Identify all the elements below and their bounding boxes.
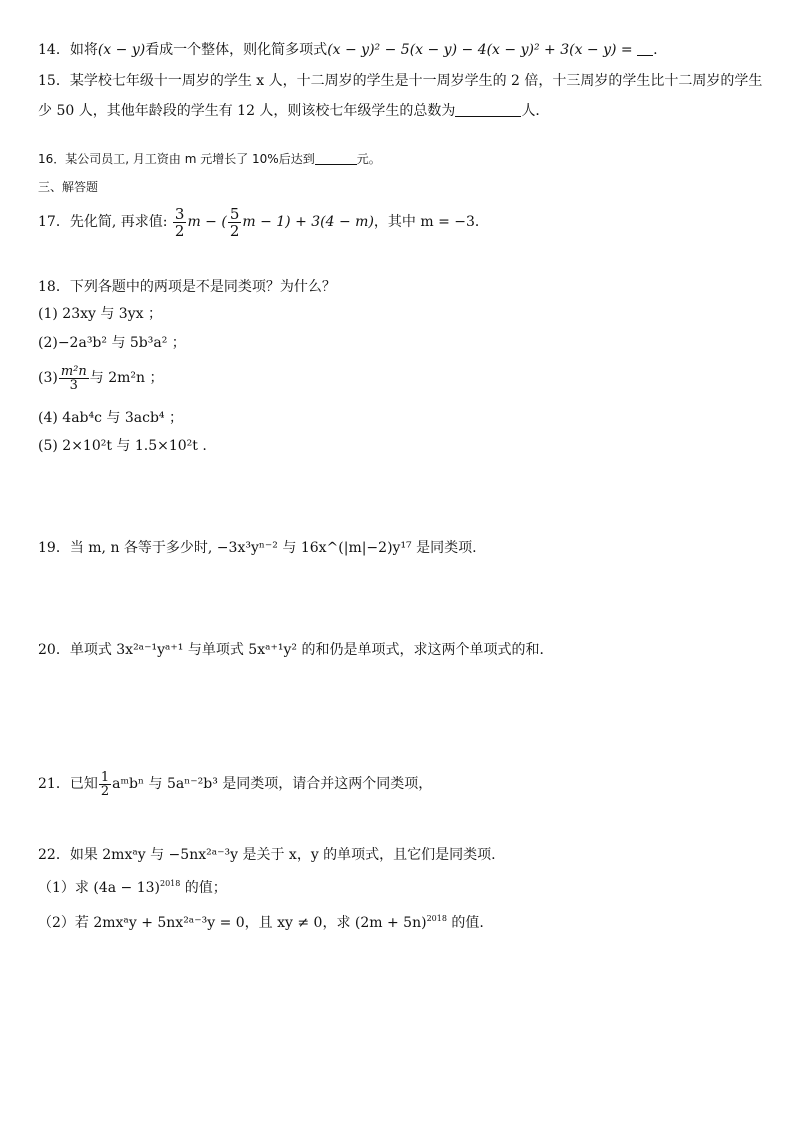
question-18-item-2: (2)−2a³b² 与 5b³a² ； bbox=[38, 335, 186, 351]
q17-part2: m − 1) + 3(4 − m) bbox=[242, 214, 374, 230]
question-22: 22．如果 2mxᵃy 与 −5nx²ᵃ⁻³y 是关于 x，y 的单项式，且它们是同类项. bbox=[38, 847, 496, 863]
question-19: 19．当 m, n 各等于多少时, −3x³yⁿ⁻² 与 16x^(|m|−2)y¹⁷ 是同类项. bbox=[38, 540, 477, 556]
question-18-item-4: (4) 4ab⁴c 与 3acb⁴ ； bbox=[38, 410, 183, 426]
q14-answer-blank[interactable] bbox=[637, 42, 653, 56]
question-18-item-1: (1) 23xy 与 3yx ； bbox=[38, 306, 162, 322]
question-16 bbox=[38, 149, 381, 169]
question-15-line2 bbox=[38, 101, 549, 121]
q15-answer-blank[interactable] bbox=[455, 103, 521, 117]
q17-fraction-2: $\frac{5}{2}$ bbox=[229, 204, 240, 240]
q17-tail: ，其中 m = −3． bbox=[373, 214, 489, 230]
question-14 bbox=[38, 40, 658, 60]
question-18-title: 18．下列各题中的两项是不是同类项？为什么？ bbox=[38, 279, 336, 295]
question-18-item-3: (3) $\frac{\text{m²n}}{3}$ 与 2m²n ； bbox=[38, 363, 164, 393]
question-22-part-1: （1）求 $(4a - 13)^{2018}$ 的值； bbox=[38, 879, 227, 896]
q17-number: 17．先化简, 再求值: bbox=[38, 214, 168, 230]
q14-tail: . bbox=[653, 42, 658, 58]
q15-text: 少 50 人，其他年龄段的学生有 12 人，则该校七年级学生的总数为 bbox=[38, 103, 456, 119]
q18-item3-fraction: $\frac{\text{m²n}}{3}$ bbox=[60, 363, 87, 393]
q16-tail: 元。 bbox=[356, 152, 381, 166]
q16-answer-blank[interactable] bbox=[315, 151, 357, 165]
question-21: 21．已知 $\frac{1}{2}$ aᵐbⁿ 与 5aⁿ⁻²b³ 是同类项，请合并这两个同类项， bbox=[38, 769, 433, 799]
q14-lead: 如将 bbox=[69, 42, 98, 58]
question-17 bbox=[38, 202, 489, 242]
section-heading: 三、解答题 bbox=[38, 180, 99, 194]
q17-fraction-1: $\frac{3}{2}$ bbox=[174, 204, 185, 240]
q14-number: 14． bbox=[38, 42, 70, 58]
q21-fraction: $\frac{1}{2}$ bbox=[100, 769, 110, 799]
q14-text: 看成一个整体，则化简多项式 bbox=[145, 42, 328, 58]
question-20: 20．单项式 3x²ᵃ⁻¹yᵃ⁺¹ 与单项式 5xᵃ⁺¹y² 的和仍是单项式，求这两个单项式的和． bbox=[38, 642, 554, 658]
q15-tail: 人． bbox=[521, 103, 550, 119]
question-22-part-2: （2）若 2mxᵃy + 5nx²ᵃ⁻³y = 0，且 xy ≠ 0，求 $(2m + 5n)^{2018}$ 的值. bbox=[38, 914, 484, 931]
q14-group: (x − y) bbox=[97, 42, 146, 58]
q14-expression: (x − y)² − 5(x − y) − 4(x − y)² + 3(x − y) = bbox=[327, 42, 633, 58]
q16-text: 16．某公司员工, 月工资由 m 元增长了 10%后达到 bbox=[38, 152, 315, 166]
q17-part1: m − ( bbox=[187, 214, 227, 230]
question-18-item-5: (5) 2×10²t 与 1.5×10²t . bbox=[38, 438, 207, 454]
question-15-line1: 15．某学校七年级十一周岁的学生 x 人，十二周岁的学生是十一周岁学生的 2 倍，十三周岁的学生比十二周岁的学生 bbox=[38, 73, 763, 89]
